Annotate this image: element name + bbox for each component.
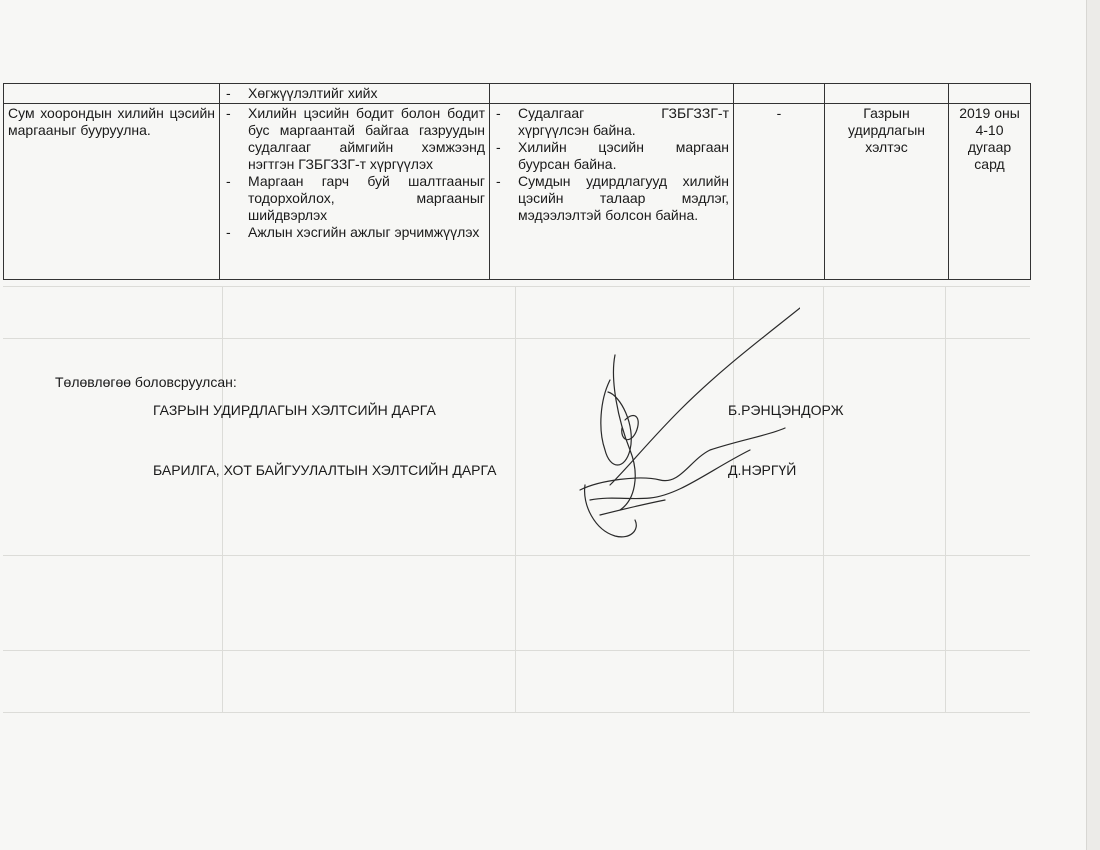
deadline-cell: 2019 оны 4-10 дугаар сард [949, 104, 1031, 280]
action-item: - Маргаан гарч буй шалтгааныг тодорхойлох, маргааныг шийдвэрлэх [224, 173, 485, 224]
responsible-cell-continued [825, 84, 949, 104]
actions-cell-continued [220, 84, 490, 104]
table-row [4, 104, 1031, 280]
signatory-name: Б.РЭНЦЭНДОРЖ [728, 402, 844, 418]
budget-cell: - [734, 104, 825, 280]
actions-cell [220, 104, 490, 280]
table-row-continued [4, 84, 1031, 104]
action-item: - Хилийн цэсийн бодит болон бодит бус маргаантай байгаа газруудын судалгааг аймгийн хэмжээнд нэгтгэн ГЗБГЗЗГ-т хүргүүлэх [224, 105, 485, 173]
deadline-cell-continued [949, 84, 1031, 104]
signatory-position: ГАЗРЫН УДИРДЛАГЫН ХЭЛТСИЙН ДАРГА [153, 402, 436, 418]
goal-cell: Сум хоорондын хилийн цэсийн маргааныг бууруулна. [4, 104, 220, 280]
results-cell-continued [490, 84, 734, 104]
action-item: - Хөгжүүлэлтийг хийх [224, 85, 485, 102]
handwritten-signature [570, 300, 800, 540]
result-item: - Судалгааг ГЗБГЗЗГ-т хүргүүлсэн байна. [494, 105, 729, 139]
prepared-by-label: Төлөвлөгөө боловсруулсан: [55, 374, 237, 390]
budget-cell-continued [734, 84, 825, 104]
responsible-cell: Газрын удирдлагын хэлтэс [825, 104, 949, 280]
results-cell [490, 104, 734, 280]
action-item: - Ажлын хэсгийн ажлыг эрчимжүүлэх [224, 224, 485, 241]
signatory-name: Д.НЭРГҮЙ [728, 462, 797, 478]
signatory-position: БАРИЛГА, ХОТ БАЙГУУЛАЛТЫН ХЭЛТСИЙН ДАРГА [153, 462, 497, 478]
result-item: - Хилийн цэсийн маргаан буурсан байна. [494, 139, 729, 173]
page-edge [1086, 0, 1100, 850]
result-item: - Сумдын удирдлагууд хилийн цэсийн талаар мэдлэг, мэдээлэлтэй болсон байна. [494, 173, 729, 224]
action-plan-table [3, 83, 1031, 280]
goal-cell-continued [4, 84, 220, 104]
